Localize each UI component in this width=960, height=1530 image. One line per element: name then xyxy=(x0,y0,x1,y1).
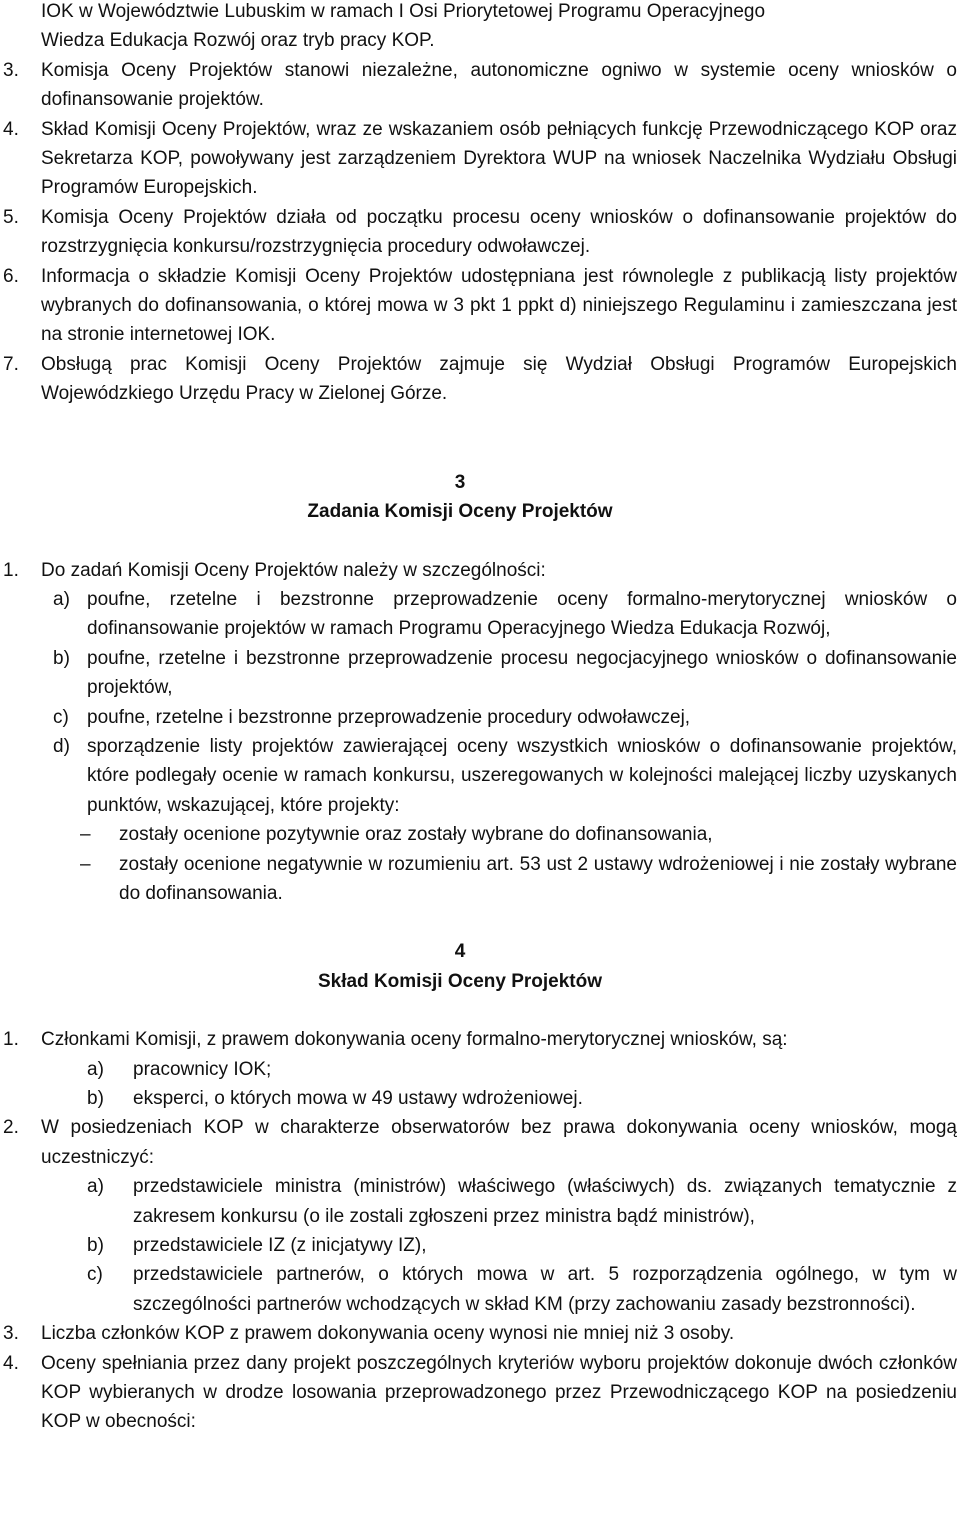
item-text: Członkami Komisji, z prawem dokonywania oceny formalno-merytorycznej wniosków, są: xyxy=(41,1029,788,1051)
sub-item xyxy=(0,1231,957,1260)
list-item xyxy=(0,56,957,115)
dash-item-text: zostały ocenione negatywnie w rozumieniu art. 53 ust 2 ustawy wdrożeniowej i nie zostały wybrane do dofinansowania. xyxy=(119,853,957,904)
dash-item xyxy=(0,850,957,909)
item-number: 1. xyxy=(3,559,19,581)
sub-item xyxy=(0,1172,957,1231)
spacer xyxy=(0,527,960,556)
sub-item-label: d) xyxy=(53,735,70,757)
sub-item-text: przedstawiciele IZ (z inicjatywy IZ), xyxy=(133,1235,427,1257)
list-item xyxy=(0,1113,957,1172)
sub-item xyxy=(0,732,957,820)
top-line-1: IOK w Województwie Lubuskim w ramach I Osi Priorytetowej Programu Operacyjnego xyxy=(41,1,766,22)
dash-item xyxy=(0,820,957,849)
item-number: 4. xyxy=(3,1352,19,1374)
dash-mark: – xyxy=(80,824,91,846)
section-3-title: Zadania Komisji Oceny Projektów xyxy=(307,501,613,523)
section-4-title: Skład Komisji Oceny Projektów xyxy=(317,970,603,992)
sub-item-label: a) xyxy=(87,1176,104,1198)
dash-item-text: zostały ocenione pozytywnie oraz zostały wybrane do dofinansowania, xyxy=(119,824,713,846)
dash-mark: – xyxy=(80,853,91,875)
item-text: Liczba członków KOP z prawem dokonywania oceny wynosi nie mniej niż 3 osoby. xyxy=(41,1323,735,1345)
item-text: Informacja o składzie Komisji Oceny Projektów udostępniana jest równolegle z publikacją listy projektów wybranych do dofinansowania, o której mowa w 3 pkt 1 ppkt d) niniejszego Regulaminu i zamieszczana jest na stronie internetowej IOK. xyxy=(41,265,957,346)
top-line-2: Wiedza Edukacja Rozwój oraz tryb pracy KOP. xyxy=(41,30,435,52)
sub-item-text: sporządzenie listy projektów zawierającej oceny wszystkich wniosków o dofinansowanie projektów, które podlegały ocenie w ramach konkursu, uszeregowanych w kolejności malejącej liczby uzyskanych punktów, wskazującej, które projekty: xyxy=(87,735,957,816)
item-text: Do zadań Komisji Oceny Projektów należy w szczególności: xyxy=(41,559,546,581)
list-item xyxy=(0,556,957,585)
sub-item-label: c) xyxy=(53,706,69,728)
item-number: 7. xyxy=(3,353,19,375)
item-text: W posiedzeniach KOP w charakterze obserwatorów bez prawa dokonywania oceny wniosków, mogą uczestniczyć: xyxy=(41,1117,957,1168)
list-item xyxy=(0,1349,957,1437)
sub-item-label: a) xyxy=(53,588,70,610)
item-number: 3. xyxy=(3,59,19,81)
item-text: Oceny spełniania przez dany projekt poszczególnych kryteriów wyboru projektów dokonuje dwóch członków KOP wybieranych w drodze losowania przeprowadzonego przez Przewodniczącego KOP na posiedzeniu KOP w obecności: xyxy=(41,1352,957,1433)
spacer xyxy=(0,908,960,937)
sub-item xyxy=(0,703,957,732)
item-text: Komisja Oceny Projektów stanowi niezależne, autonomiczne ogniwo w systemie oceny wniosków o dofinansowanie projektów. xyxy=(41,59,957,111)
item-number: 5. xyxy=(3,206,19,228)
list-item xyxy=(0,115,957,203)
sub-item-text: pracownicy IOK; xyxy=(133,1058,272,1080)
sub-item-text: poufne, rzetelne i bezstronne przeprowadzenie oceny formalno-merytorycznej wniosków o dofinansowanie projektów w ramach Programu Operacyjnego Wiedza Edukacja Rozwój, xyxy=(87,588,957,640)
item-number: 4. xyxy=(3,118,19,140)
sub-item-label: a) xyxy=(87,1058,104,1080)
top-continuation xyxy=(0,0,957,56)
list-item xyxy=(0,203,957,262)
sub-item xyxy=(0,1084,957,1113)
sub-item-text: przedstawiciele ministra (ministrów) właściwego (właściwych) ds. związanych tematycznie z zakresem konkursu (o ile zostali zgłoszeni przez ministra bądź ministrów), xyxy=(133,1176,957,1227)
item-number: 2. xyxy=(3,1117,19,1139)
sub-item xyxy=(0,1055,957,1084)
list-item xyxy=(0,1025,957,1054)
sub-item-label: b) xyxy=(87,1088,104,1109)
sub-item-text: eksperci, o których mowa w 49 ustawy wdrożeniowej. xyxy=(133,1088,583,1109)
sub-item-label: c) xyxy=(87,1264,103,1286)
item-text: Skład Komisji Oceny Projektów, wraz ze wskazaniem osób pełniących funkcję Przewodniczącego KOP oraz Sekretarza KOP, powoływany jest zarządzeniem Dyrektora WUP na wniosek Naczelnika Wydziału Obsługi Programów Europejskich. xyxy=(41,118,957,199)
section-3-number: 3 xyxy=(454,471,466,493)
section-4-number: 4 xyxy=(454,941,466,963)
sub-item xyxy=(0,1260,957,1319)
spacer xyxy=(0,409,960,468)
sub-item xyxy=(0,644,957,703)
sub-item-text: przedstawiciele partnerów, o których mowa w art. 5 rozporządzenia ogólnego, w tym w szczególności partnerów wchodzących w skład KM (przy zachowaniu zasady bezstronności). xyxy=(133,1264,957,1315)
item-number: 1. xyxy=(3,1029,19,1051)
item-text: Obsługą prac Komisji Oceny Projektów zajmuje się Wydział Obsługi Programów Europejskich Wojewódzkiego Urzędu Pracy w Zielonej Górze. xyxy=(41,353,957,405)
sub-item-text: poufne, rzetelne i bezstronne przeprowadzenie procesu negocjacyjnego wniosków o dofinansowanie projektów, xyxy=(87,647,957,699)
sub-item-text: poufne, rzetelne i bezstronne przeprowadzenie procedury odwoławczej, xyxy=(87,706,691,728)
sub-item-label: b) xyxy=(53,647,70,669)
sub-item-label: b) xyxy=(87,1235,104,1257)
list-item xyxy=(0,350,957,409)
sub-item xyxy=(0,585,957,644)
list-item xyxy=(0,262,957,350)
item-number: 3. xyxy=(3,1323,19,1345)
list-item xyxy=(0,1319,957,1348)
spacer xyxy=(0,996,960,1025)
item-number: 6. xyxy=(3,265,19,287)
item-text: Komisja Oceny Projektów działa od początku procesu oceny wniosków o dofinansowanie projektów do rozstrzygnięcia konkursu/rozstrzygnięcia procedury odwoławczej. xyxy=(41,206,957,258)
